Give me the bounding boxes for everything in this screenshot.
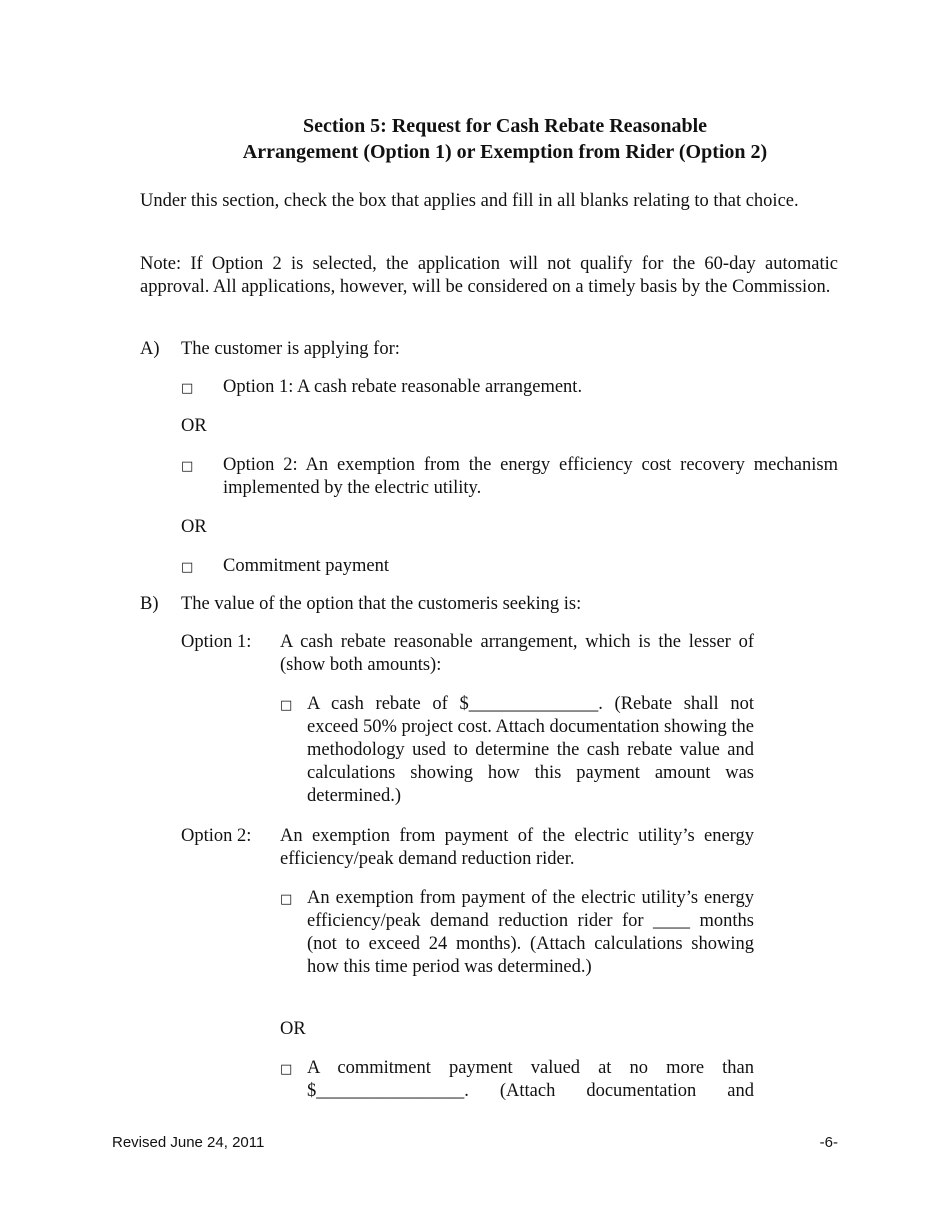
note-paragraph: Note: If Option 2 is selected, the application will not qualify for the 60-day automatic approval. All applications, however, will be considered on a timely basis by the Commission. — [140, 254, 838, 297]
option2-label: Option 2: An exemption from the energy efficiency cost recovery mechanism implemented by the electric utility. — [223, 455, 838, 498]
option1-value-text: A cash rebate reasonable arrangement, which is the lesser of (show both amounts): — [280, 632, 754, 675]
or-separator-2: OR — [181, 517, 207, 537]
or-separator-1: OR — [181, 416, 207, 436]
option2-value-text: An exemption from payment of the electric utility’s energy efficiency/peak demand reduction rider. — [280, 826, 754, 869]
commitment-payment-text: A commitment payment valued at no more than $________________. (Attach documentation and — [307, 1058, 754, 1101]
commitment-label: Commitment payment — [223, 556, 389, 576]
section-title-line-1: Section 5: Request for Cash Rebate Reasonable — [302, 115, 708, 137]
option1-checkbox[interactable]: □ — [181, 381, 194, 396]
intro-paragraph: Under this section, check the box that applies and fill in all blanks relating to that choice. — [140, 191, 799, 211]
cash-rebate-checkbox[interactable]: □ — [280, 698, 293, 713]
footer-revised-date: Revised June 24, 2011 — [112, 1134, 265, 1151]
section-b-prompt: The value of the option that the customeris seeking is: — [181, 594, 582, 614]
exemption-text: An exemption from payment of the electric utility’s energy efficiency/peak demand reduction rider for ____ months (not to exceed 24 months). (Attach calculations showing how this time period was determined.) — [307, 888, 754, 977]
section-title-line-2: Arrangement (Option 1) or Exemption from Rider (Option 2) — [242, 141, 768, 163]
section-a-marker: A) — [140, 339, 160, 359]
section-b-marker: B) — [140, 594, 159, 614]
cash-rebate-text: A cash rebate of $______________. (Rebate shall not exceed 50% project cost. Attach documentation showing the methodology used to determine the cash rebate value and calculations showing how this payment amount was determined.) — [307, 694, 754, 806]
section-a-prompt: The customer is applying for: — [181, 339, 400, 359]
commitment-checkbox[interactable]: □ — [181, 560, 194, 575]
footer-page-number: -6- — [819, 1134, 838, 1151]
exemption-checkbox[interactable]: □ — [280, 892, 293, 907]
option2-value-label: Option 2: — [181, 826, 252, 846]
option1-value-label: Option 1: — [181, 632, 252, 652]
or-separator-3: OR — [280, 1019, 306, 1039]
commitment-payment-checkbox[interactable]: □ — [280, 1062, 293, 1077]
option2-checkbox[interactable]: □ — [181, 459, 194, 474]
option1-label: Option 1: A cash rebate reasonable arrangement. — [223, 377, 583, 397]
section-title — [140, 113, 870, 165]
